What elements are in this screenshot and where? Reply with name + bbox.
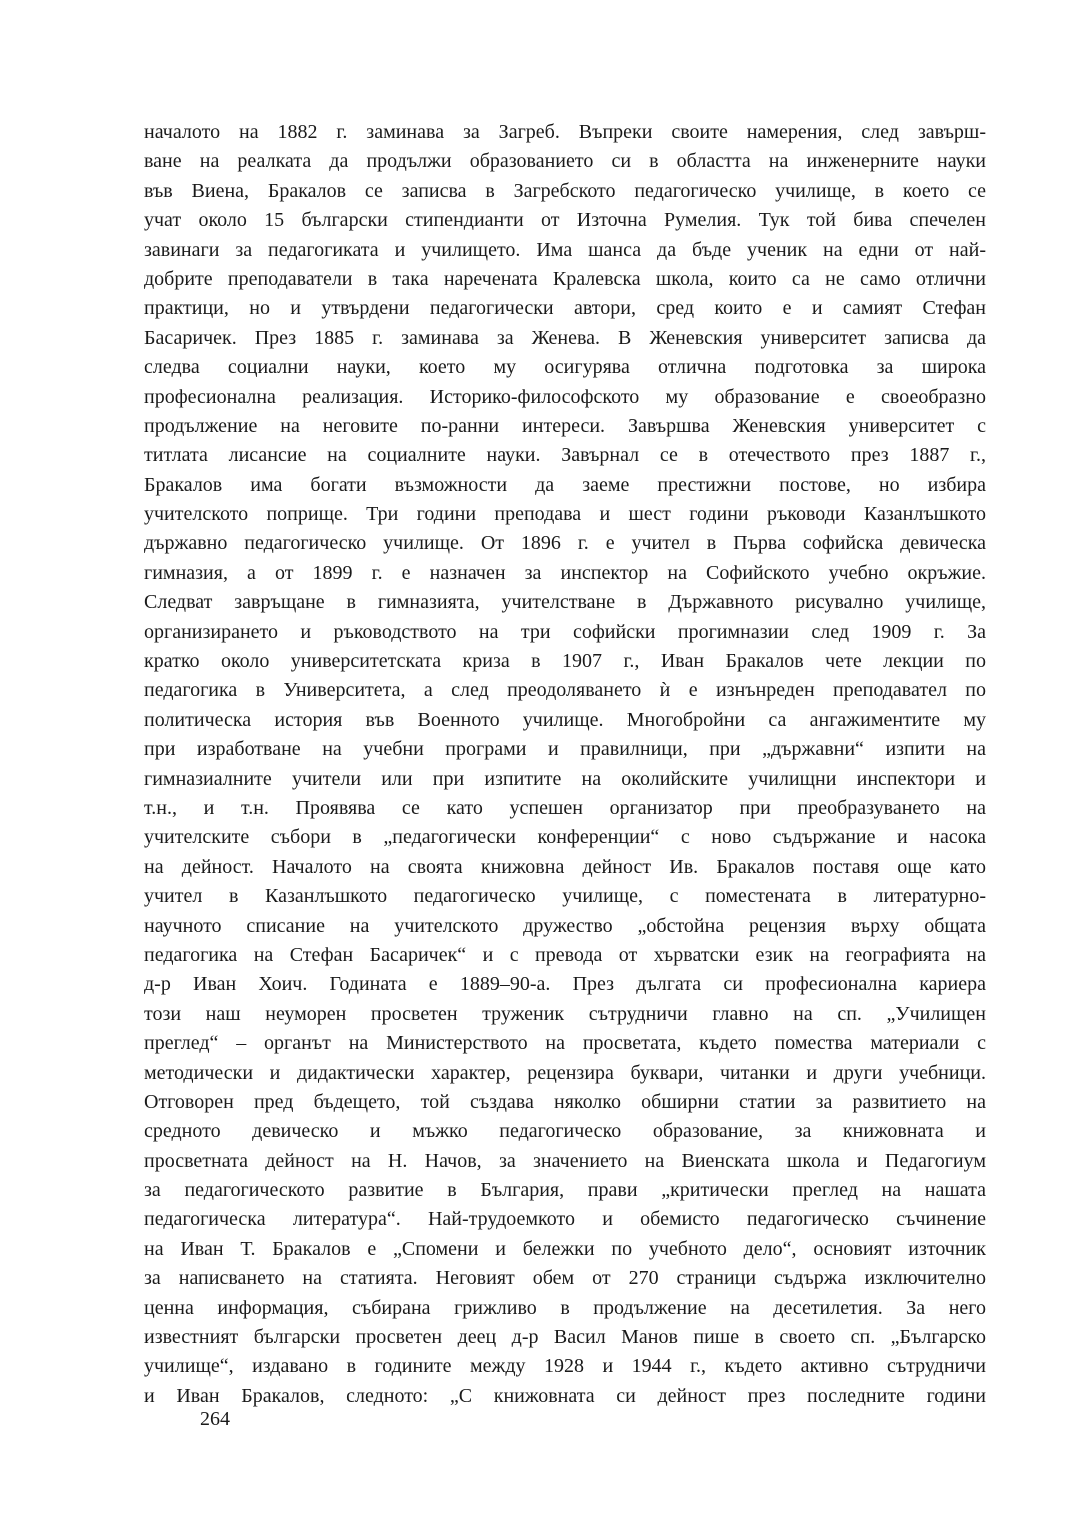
text-line: педагогика в Университета, а след преодоляването ѝ е изнънреден преподавател по	[144, 679, 986, 702]
text-line: методически и дидактически характер, рецензира буквари, читанки и други учебници.	[144, 1061, 986, 1084]
text-line: известният български просветен деец д-р Васил Манов пише в своето сп. „Българско	[144, 1326, 986, 1349]
text-line: просветната дейност на Н. Начов, за значението на Виенската школа и Педагогиум	[144, 1149, 986, 1172]
text-line: при изработване на учебни програми и правилници, при „държавни“ изпити на	[144, 738, 986, 761]
text-line: титлата лисансие на социалните науки. Завърнал се в отечеството през 1887 г.,	[144, 444, 986, 467]
text-line: практици, но и утвърдени педагогически автори, сред които е и самият Стефан	[144, 297, 986, 320]
text-line: този наш неуморен просветен труженик сътрудничи главно на сп. „Училищен	[144, 1002, 986, 1025]
text-line: професионална реализация. Историко-философското му образование е своеобразно	[144, 385, 986, 408]
text-line: Басаричек. През 1885 г. заминава за Женева. В Женевския университет записва да	[144, 326, 986, 349]
text-line: учителските събори в „педагогически конференции“ с ново съдържание и насока	[144, 826, 986, 849]
text-line: д-р Иван Хоич. Годината е 1889–90-а. През дългата си професионална кариера	[144, 973, 986, 996]
text-line: за педагогическото развитие в България, прави „критически преглед на нашата	[144, 1179, 986, 1202]
text-line: на дейност. Началото на своята книжовна дейност Ив. Бракалов поставя още като	[144, 855, 986, 878]
text-line: преглед“ – органът на Министерството на просветата, където помества материали с	[144, 1032, 986, 1055]
text-line: педагогическа литература“. Най-трудоемкото и обемисто педагогическо съчинение	[144, 1208, 986, 1231]
text-line: кратко около университетската криза в 1907 г., Иван Бракалов чете лекции по	[144, 650, 986, 673]
text-line: гимназия, а от 1899 г. е назначен за инспектор на Софийското учебно окръжие.	[144, 561, 986, 584]
text-line: политическа история във Военното училище. Многобройни са ангажиментите му	[144, 708, 986, 731]
text-line: продължение на неговите по-ранни интереси. Завършва Женевския университет с	[144, 414, 986, 437]
text-line: във Виена, Бракалов се записва в Загребското педагогическо училище, в което се	[144, 179, 986, 202]
text-line: учител в Казанлъшкото педагогическо училище, с поместената в литературно-	[144, 885, 986, 908]
page-number: 264	[200, 1408, 230, 1430]
text-line: Следват завръщане в гимназията, учителстване в Държавното рисувално училище,	[144, 591, 986, 614]
text-line: учат около 15 български стипендианти от Източна Румелия. Тук той бива спечелен	[144, 209, 986, 232]
text-line: научното списание на учителското дружество „обстойна рецензия върху общата	[144, 914, 986, 937]
text-line: и Иван Бракалов, следното: „С книжовната си дейност през последните години	[144, 1384, 986, 1407]
text-line: Бракалов има богати възможности да заеме престижни постове, но избира	[144, 473, 986, 496]
text-line: Отговорен пред бъдещето, той създава няколко обширни статии за развитието на	[144, 1090, 986, 1113]
text-line: добрите преподаватели в така наречената Кралевска школа, които са не само отлични	[144, 267, 986, 290]
text-line: т.н., и т.н. Проявява се като успешен организатор при преобразуването на	[144, 796, 986, 819]
text-line: педагогика на Стефан Басаричек“ и с превода от хърватски език на географията на	[144, 943, 986, 966]
text-line: гимназиалните учители или при изпитите на околийските училищни инспектори и	[144, 767, 986, 790]
text-line: средното девическо и мъжко педагогическо образование, за книжовната и	[144, 1120, 986, 1143]
text-line: държавно педагогическо училище. От 1896 г. е учител в Първа софийска девическа	[144, 532, 986, 555]
text-line: организирането и ръководството на три софийски прогимназии след 1909 г. За	[144, 620, 986, 643]
text-line: учителското поприще. Три години преподава и шест години ръководи Казанлъшкото	[144, 503, 986, 526]
text-line: началото на 1882 г. заминава за Загреб. Въпреки своите намерения, след завърш-	[144, 121, 986, 143]
text-line: на Иван Т. Бракалов е „Спомени и бележки по учебното дело“, основият източник	[144, 1237, 986, 1260]
text-line: ване на реалката да продължи образованието си в областта на инженерните науки	[144, 150, 986, 173]
body-paragraph	[144, 118, 986, 1411]
text-line: училище“, издавано в годините между 1928 и 1944 г., където активно сътрудничи	[144, 1355, 986, 1378]
text-line: ценна информация, събирана грижливо в продължение на десетилетия. За него	[144, 1296, 986, 1319]
text-line: завинаги за педагогиката и училището. Има шанса да бъде ученик на едни от най-	[144, 238, 986, 261]
text-line: следва социални науки, което му осигурява отлична подготовка за широка	[144, 356, 986, 379]
text-line: за написването на статията. Неговият обем от 270 страници съдържа изключително	[144, 1267, 986, 1290]
